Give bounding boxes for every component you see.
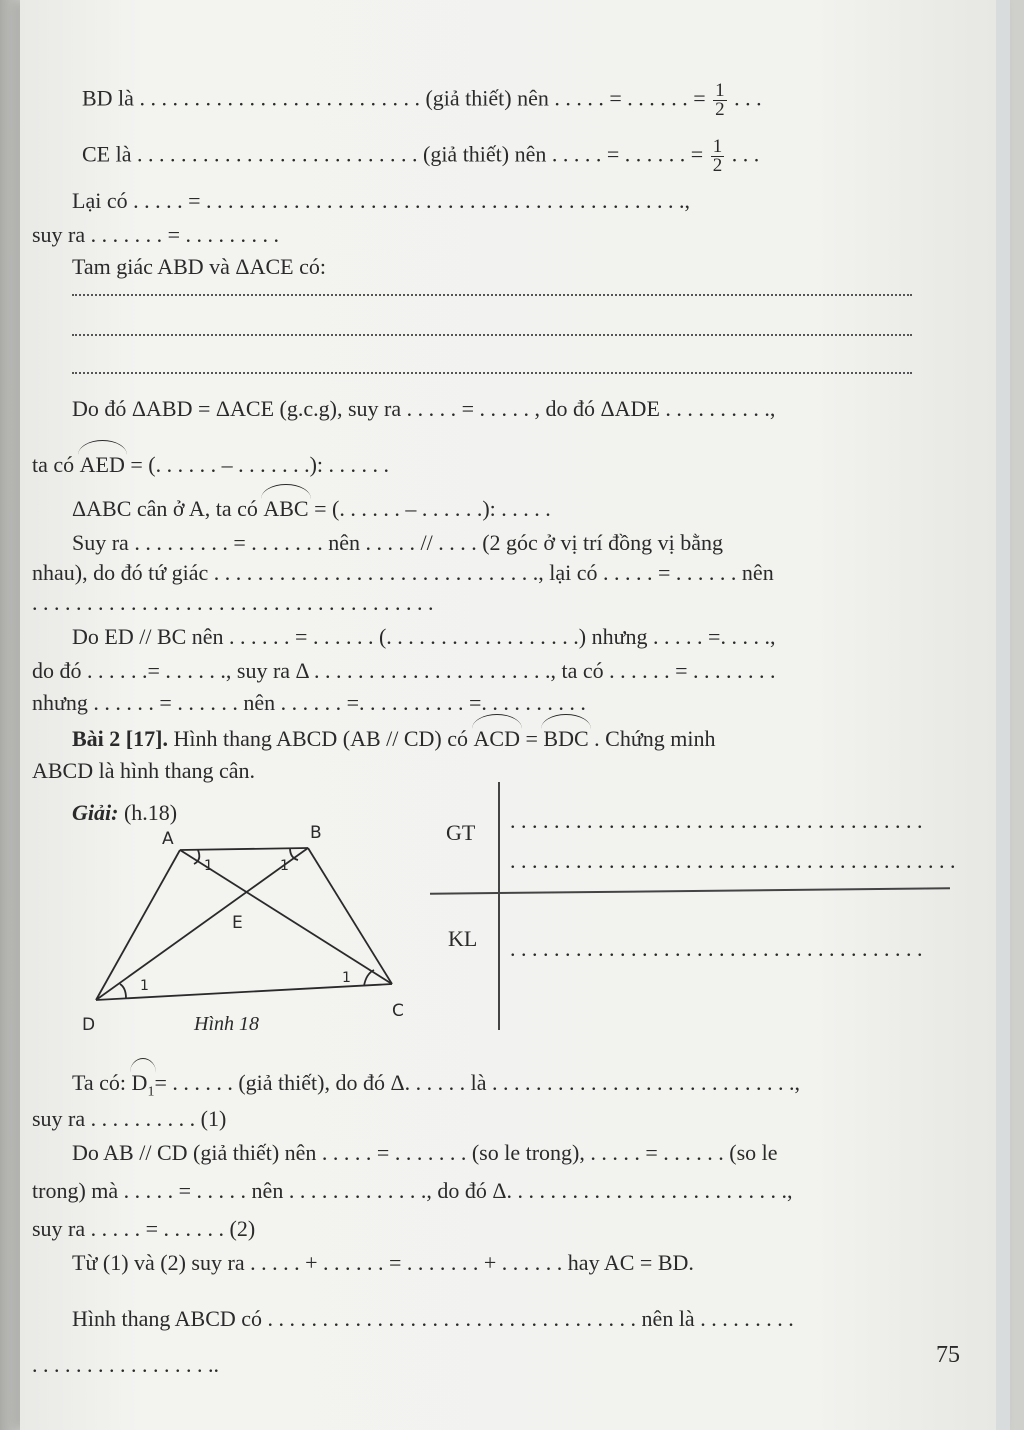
line-suy-ra-2-eq: suy ra . . . . . = . . . . . . (2) — [32, 1216, 256, 1241]
line-final-dots: . . . . . . . . . . . . . . . . .. — [32, 1352, 219, 1377]
line-do-ed: Do ED // BC nên . . . . . . = . . . . . . (. . . . . . . . . . . . . . . . . .) nhưng . . . . . =. . . . ., — [72, 624, 776, 649]
line-bd-tail: . . . — [734, 85, 762, 111]
bai-2-label: Bài 2 [17]. — [72, 726, 168, 751]
blank-line-1 — [72, 294, 912, 296]
angle-mark-b — [290, 848, 298, 860]
label-b1: 1 — [280, 858, 289, 874]
label-c: C — [392, 1001, 404, 1021]
line-ta-co-d1 — [72, 1066, 800, 1105]
fraction-num: 1 — [715, 80, 725, 101]
line-suy-ra-1: suy ra . . . . . . . = . . . . . . . . . — [32, 222, 280, 247]
fraction-half-2 — [711, 138, 725, 175]
line-do-do: Do đó ΔABD = ΔACE (g.c.g), suy ra . . . . . = . . . . . , do đó ΔADE . . . . . . . . . ., — [72, 396, 776, 421]
angle-aed: AED — [80, 448, 125, 478]
line-do-ab-cd: Do AB // CD (giả thiết) nên . . . . . = . . . . . . . (so le trong), . . . . . = . . . . . . (so le — [72, 1140, 778, 1165]
label-d: D — [82, 1015, 96, 1035]
abc-formula: = (. . . . . . – . . . . . .): . . . . . — [314, 496, 551, 521]
page-number: 75 — [936, 1342, 960, 1368]
label-a1: 1 — [204, 858, 213, 874]
bai-2-text: Hình thang ABCD (AB // CD) có — [173, 726, 469, 751]
bai-2-statement — [72, 722, 715, 752]
blank-line-2 — [72, 334, 912, 336]
angle-abc: ABC — [263, 492, 308, 522]
gt-blank-2: . . . . . . . . . . . . . . . . . . . . . . . . . . . . . . . . . . . . . . . . . — [510, 848, 956, 873]
angle-bdc: BDC — [543, 722, 588, 752]
giai-figure-ref: (h.18) — [123, 800, 178, 825]
label-e: E — [232, 913, 243, 933]
blank-line-3 — [72, 372, 912, 374]
diagonal-bd — [96, 848, 308, 1000]
line-nhau: nhau), do đó tứ giác . . . . . . . . . . . . . . . . . . . . . . . . . . . . . ., lại có . . . . . = . . . . . . nên — [32, 560, 774, 585]
line-suy-ra-2: Suy ra . . . . . . . . . = . . . . . . . nên . . . . . // . . . . (2 góc ở vị trí đồng vị bằng — [72, 530, 723, 555]
ta-co-d1-text: = . . . . . . (giả thiết), do đó Δ. . . . . . là . . . . . . . . . . . . . . . . . . . . . . . . . . . ., — [154, 1070, 800, 1095]
line-bd-text: BD là . . . . . . . . . . . . . . . . . . . . . . . . . . (giả thiết) nên . . . . . = . . . . . . = — [82, 85, 706, 111]
line-nhung: nhưng . . . . . . = . . . . . . nên . . . . . . =. . . . . . . . . . =. . . . . . . . . . — [32, 690, 586, 715]
fraction-den: 2 — [715, 99, 725, 120]
aed-formula: = (. . . . . . – . . . . . . .): . . . . . . — [130, 452, 390, 477]
line-do-do-2: do đó . . . . . .= . . . . . ., suy ra Δ . . . . . . . . . . . . . . . . . . . . . ., ta có . . . . . . = . . . . . . . . — [32, 658, 776, 683]
next-page-strip — [996, 0, 1010, 1430]
angle-d-sub: 1 — [147, 1084, 155, 1100]
line-ta-co-aed — [32, 448, 389, 478]
fraction-half — [713, 82, 727, 119]
giai-label: Giải: — [72, 800, 119, 825]
ta-co-d1-label: Ta có: — [72, 1070, 127, 1095]
line-lai-co: Lại có . . . . . = . . . . . . . . . . . . . . . . . . . . . . . . . . . . . . . . . . . . . . . . . . . ., — [72, 188, 690, 213]
label-d1: 1 — [140, 978, 149, 994]
book-page — [20, 0, 1010, 1430]
kl-blank: . . . . . . . . . . . . . . . . . . . . . . . . . . . . . . . . . . . . . . — [510, 936, 923, 961]
abc-can-label: ΔABC cân ở A, ta có — [72, 496, 258, 521]
giai-heading — [72, 800, 177, 826]
line-ce — [82, 138, 759, 175]
line-hinh-thang-co: Hình thang ABCD có . . . . . . . . . . . . . . . . . . . . . . . . . . . . . . . . . . nên là . . . . . . . . . — [72, 1306, 794, 1331]
line-bd — [82, 82, 762, 119]
gt-label: GT — [446, 820, 476, 845]
trapezoid-side-da — [96, 850, 180, 1000]
fraction-den-2: 2 — [712, 155, 723, 176]
line-ce-text: CE là . . . . . . . . . . . . . . . . . . . . . . . . . . (giả thiết) nên . . . . . = . . . . . . = — [82, 141, 704, 167]
gtkl-horizontal-rule — [430, 887, 950, 894]
fraction-num-2: 1 — [712, 136, 723, 157]
trapezoid-side-bc — [308, 848, 392, 984]
label-b: B — [310, 824, 322, 843]
figure-caption: Hình 18 — [194, 1013, 259, 1035]
line-suy-ra-1-eq: suy ra . . . . . . . . . . (1) — [32, 1106, 227, 1131]
line-abc-can — [72, 492, 551, 522]
gt-blank-1: . . . . . . . . . . . . . . . . . . . . . . . . . . . . . . . . . . . . . . — [510, 808, 923, 833]
angle-mark-d — [120, 984, 126, 998]
label-c1: 1 — [342, 970, 351, 986]
bai-2-chung-minh: . Chứng minh — [594, 726, 716, 751]
ta-co-label: ta có — [32, 452, 75, 477]
label-a: A — [162, 829, 174, 849]
line-dots-1: . . . . . . . . . . . . . . . . . . . . . . . . . . . . . . . . . . . . . — [32, 590, 434, 615]
line-hinh-thang-can: ABCD là hình thang cân. — [32, 758, 256, 783]
line-trong-ma: trong) mà . . . . . = . . . . . nên . . . . . . . . . . . . ., do đó Δ. . . . . . . . . . . . . . . . . . . . . . . . . ., — [32, 1178, 793, 1203]
equals-sign: = — [525, 726, 538, 751]
line-tam-giac: Tam giác ABD và ΔACE có: — [72, 254, 326, 279]
figure-18 — [80, 824, 420, 1044]
trapezoid-side-ab — [180, 848, 308, 850]
angle-d1 — [132, 1066, 155, 1105]
kl-label: KL — [448, 926, 478, 951]
line-tu-1-2: Từ (1) và (2) suy ra . . . . . + . . . . . . = . . . . . . . + . . . . . . hay AC = BD. — [72, 1250, 694, 1275]
gtkl-vertical-rule — [498, 782, 500, 1030]
angle-d-letter: D — [131, 1070, 148, 1095]
line-ce-tail: . . . — [731, 141, 760, 167]
page-binding-edge — [0, 0, 20, 1430]
angle-acd: ACD — [474, 722, 520, 752]
